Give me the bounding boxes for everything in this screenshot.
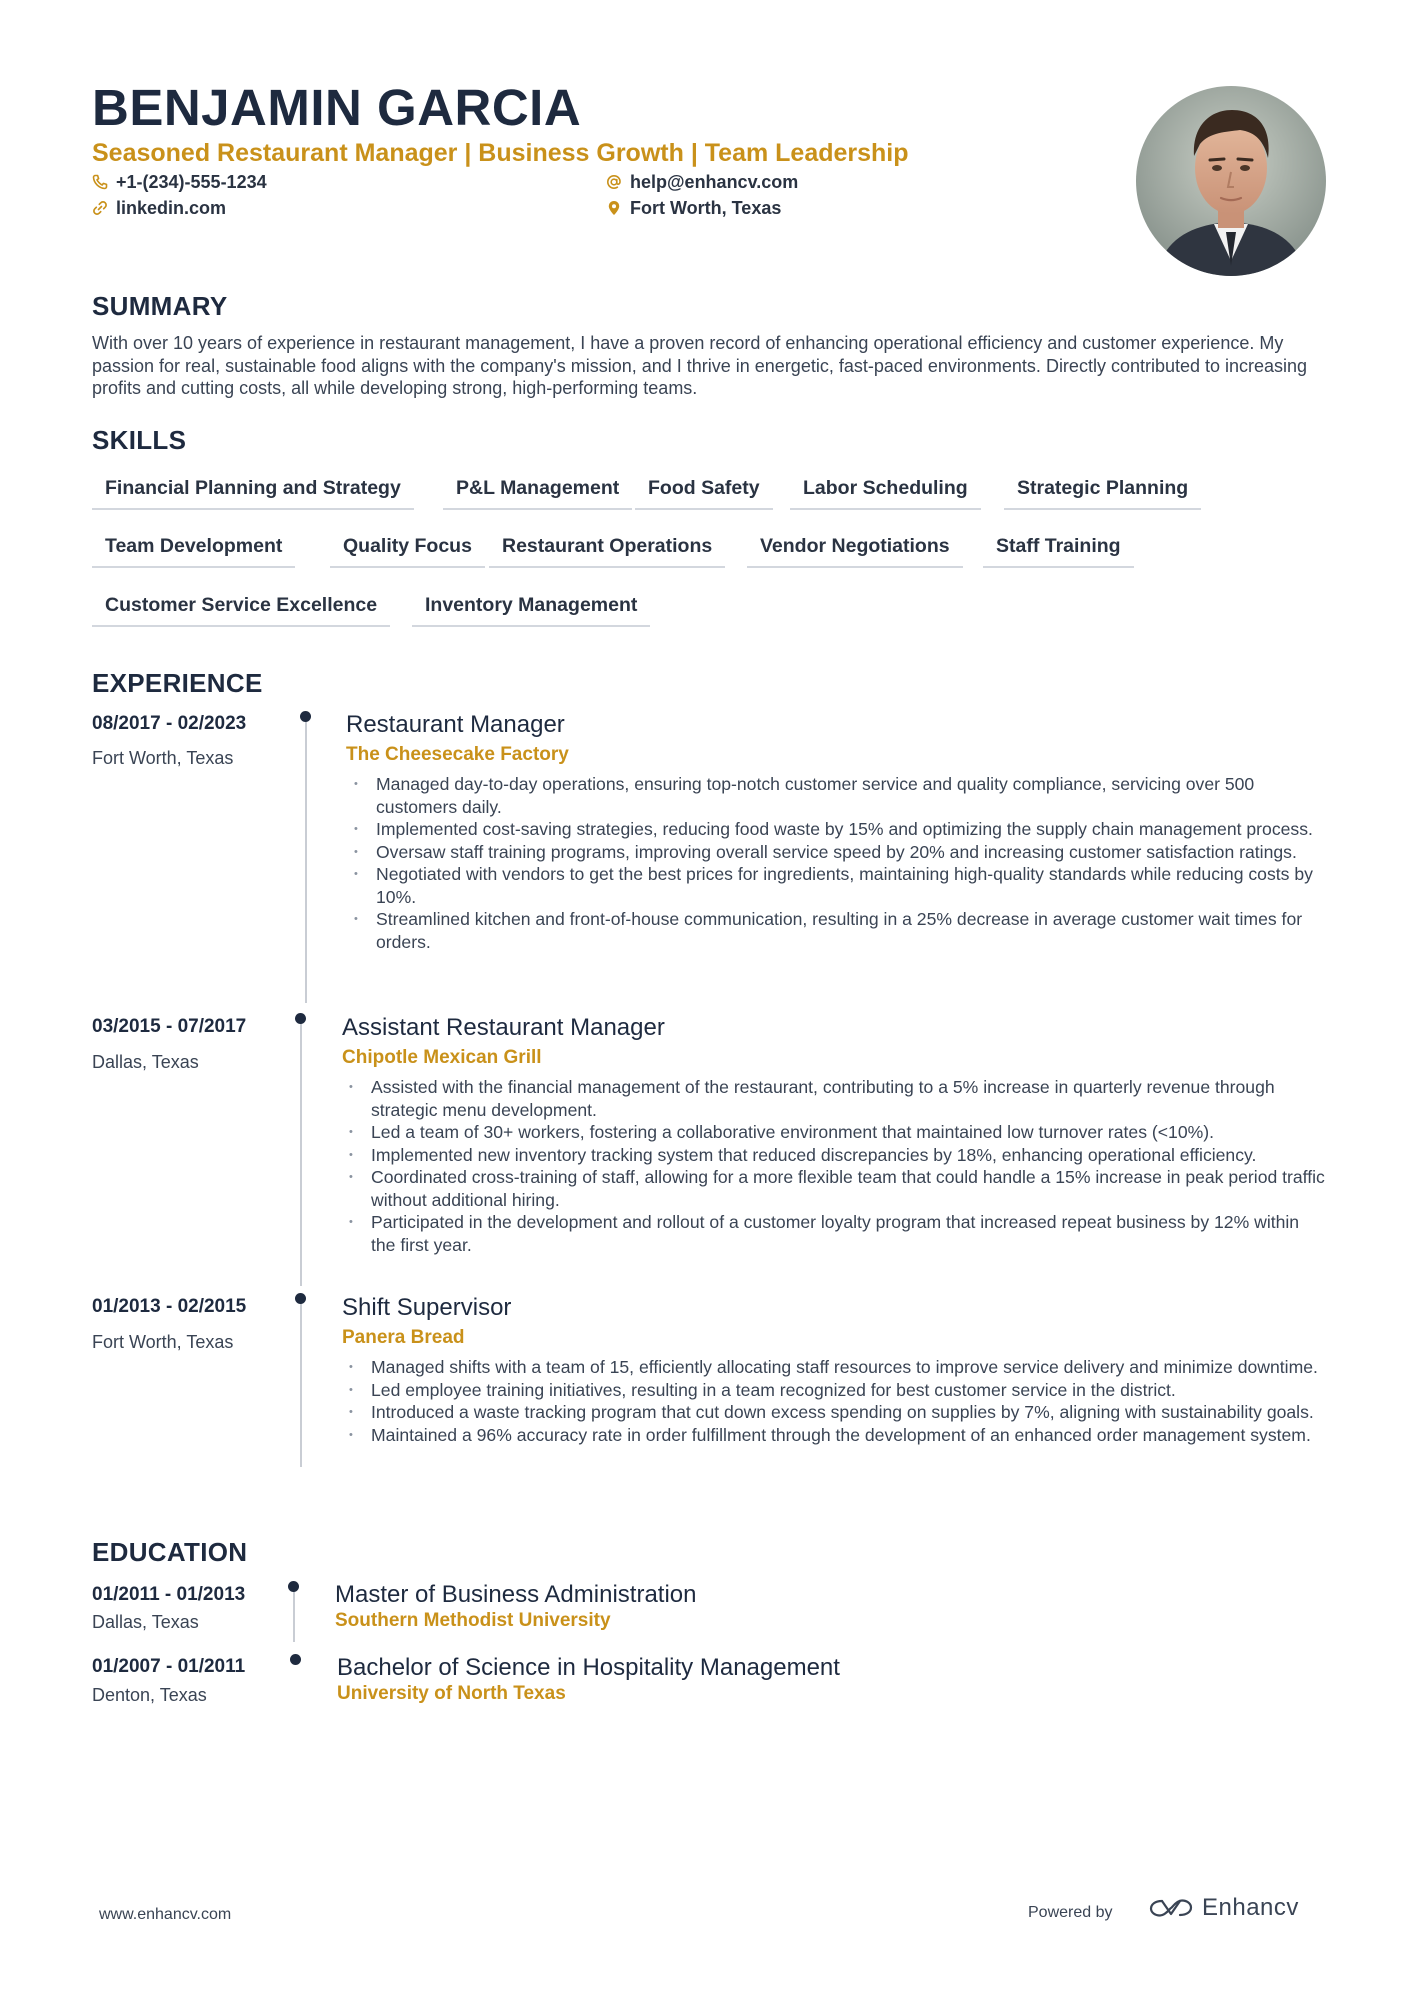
skill-tag: P&L Management	[443, 470, 632, 510]
skill-tag: Financial Planning and Strategy	[92, 470, 414, 510]
degree-title: Bachelor of Science in Hospitality Management	[337, 1654, 840, 1681]
timeline-dot	[290, 1654, 301, 1665]
education-heading: EDUCATION	[92, 1537, 248, 1567]
list-item: • Implemented new inventory tracking system that reduced discrepancies by 18%, enhancing operational efficiency.	[343, 1144, 1328, 1167]
school-name: Southern Methodist University	[335, 1610, 611, 1631]
enhancv-logo[interactable]	[1148, 1894, 1299, 1922]
contact-location	[606, 196, 781, 220]
infinity-logo-icon	[1148, 1896, 1194, 1920]
list-item: • Coordinated cross-training of staff, allowing for a more flexible team that could handle a 15% increase in peak period traffic without additional hiring.	[343, 1166, 1328, 1211]
timeline-line	[300, 1019, 302, 1286]
job-title: Restaurant Manager	[346, 711, 565, 738]
timeline-dot	[288, 1581, 299, 1592]
list-item: • Led employee training initiatives, resulting in a team recognized for best customer service in the district.	[343, 1379, 1328, 1402]
education-location: Denton, Texas	[92, 1685, 207, 1705]
list-item: • Managed day-to-day operations, ensuring top-notch customer service and quality compliance, servicing over 500 customers daily.	[348, 773, 1328, 818]
skill-tag: Food Safety	[635, 470, 773, 510]
summary-heading: SUMMARY	[92, 291, 228, 321]
skill-tag: Restaurant Operations	[489, 528, 725, 568]
timeline-dot	[295, 1013, 306, 1024]
skills-heading: SKILLS	[92, 425, 187, 455]
list-item: • Introduced a waste tracking program that cut down excess spending on supplies by 7%, aligning with sustainability goals.	[343, 1401, 1328, 1424]
experience-heading: EXPERIENCE	[92, 668, 263, 698]
job-dates: 08/2017 - 02/2023	[92, 713, 247, 734]
skill-tag: Labor Scheduling	[790, 470, 981, 510]
education-dates: 01/2011 - 01/2013	[92, 1584, 246, 1605]
list-item: • Participated in the development and rollout of a customer loyalty program that increased repeat business by 12% within the first year.	[343, 1211, 1328, 1256]
timeline-line	[293, 1588, 295, 1642]
candidate-name: BENJAMIN GARCIA	[92, 79, 582, 136]
job-location: Fort Worth, Texas	[92, 748, 234, 768]
job-title: Shift Supervisor	[342, 1294, 512, 1321]
footer-powered-by: Powered by	[1028, 1904, 1113, 1921]
footer-brand: Enhancv	[1202, 1894, 1299, 1921]
job-dates: 03/2015 - 07/2017	[92, 1016, 247, 1037]
timeline-dot	[295, 1293, 306, 1304]
job-dates: 01/2013 - 02/2015	[92, 1296, 247, 1317]
email-text: help@enhancv.com	[630, 172, 799, 192]
contact-phone	[92, 170, 267, 194]
contact-email[interactable]	[606, 170, 798, 194]
job-company: The Cheesecake Factory	[346, 744, 569, 765]
job-bullets	[343, 1356, 1328, 1446]
education-dates: 01/2007 - 01/2011	[92, 1656, 246, 1677]
skill-tag: Inventory Management	[412, 587, 650, 627]
list-item: • Implemented cost-saving strategies, reducing food waste by 15% and optimizing the supply chain management process.	[348, 818, 1328, 841]
school-name: University of North Texas	[337, 1683, 566, 1704]
location-text: Fort Worth, Texas	[630, 198, 782, 218]
location-pin-icon	[606, 200, 622, 216]
phone-icon	[92, 174, 108, 190]
skill-tag: Staff Training	[983, 528, 1134, 568]
list-item: • Managed shifts with a team of 15, efficiently allocating staff resources to improve service delivery and minimize downtime.	[343, 1356, 1328, 1379]
job-bullets	[343, 1076, 1328, 1256]
timeline-line	[305, 716, 307, 1003]
job-bullets	[348, 773, 1328, 953]
candidate-headline: Seasoned Restaurant Manager | Business Growth | Team Leadership	[92, 139, 909, 167]
link-icon	[92, 200, 108, 216]
list-item: • Assisted with the financial management of the restaurant, contributing to a 5% increase in quarterly revenue through strategic menu development.	[343, 1076, 1328, 1121]
list-item: • Streamlined kitchen and front-of-house communication, resulting in a 25% decrease in average customer wait times for orders.	[348, 908, 1328, 953]
job-company: Panera Bread	[342, 1327, 465, 1348]
timeline-line	[300, 1299, 302, 1467]
degree-title: Master of Business Administration	[335, 1581, 697, 1608]
job-location: Dallas, Texas	[92, 1052, 199, 1072]
list-item: • Negotiated with vendors to get the best prices for ingredients, maintaining high-quality standards while reducing costs by 10%.	[348, 863, 1328, 908]
list-item: • Oversaw staff training programs, improving overall service speed by 20% and increasing customer satisfaction ratings.	[348, 841, 1328, 864]
job-location: Fort Worth, Texas	[92, 1332, 234, 1352]
list-item: • Led a team of 30+ workers, fostering a collaborative environment that maintained low turnover rates (<10%).	[343, 1121, 1328, 1144]
job-company: Chipotle Mexican Grill	[342, 1047, 542, 1068]
skill-tag: Quality Focus	[330, 528, 485, 568]
list-item: • Maintained a 96% accuracy rate in order fulfillment through the development of an enhanced order management system.	[343, 1424, 1328, 1447]
skill-tag: Customer Service Excellence	[92, 587, 390, 627]
timeline-dot	[300, 711, 311, 722]
skill-tag: Strategic Planning	[1004, 470, 1201, 510]
contact-linkedin[interactable]	[92, 196, 226, 220]
job-title: Assistant Restaurant Manager	[342, 1014, 665, 1041]
at-sign-icon	[606, 174, 622, 190]
phone-text: +1-(234)-555-1234	[116, 172, 267, 192]
profile-photo	[1136, 86, 1326, 276]
footer-website[interactable]: www.enhancv.com	[99, 1906, 232, 1923]
skill-tag: Team Development	[92, 528, 295, 568]
education-location: Dallas, Texas	[92, 1612, 199, 1632]
skill-tag: Vendor Negotiations	[747, 528, 963, 568]
summary-text: With over 10 years of experience in restaurant management, I have a proven record of enhancing operational efficiency and customer experience. My passion for real, sustainable food aligns with the company's mission, and I thrive in energetic, fast-paced environments. Directly contributed to increasing profits and cutting costs, all while developing strong, high-performing teams.	[92, 333, 1308, 399]
linkedin-text: linkedin.com	[116, 198, 227, 218]
